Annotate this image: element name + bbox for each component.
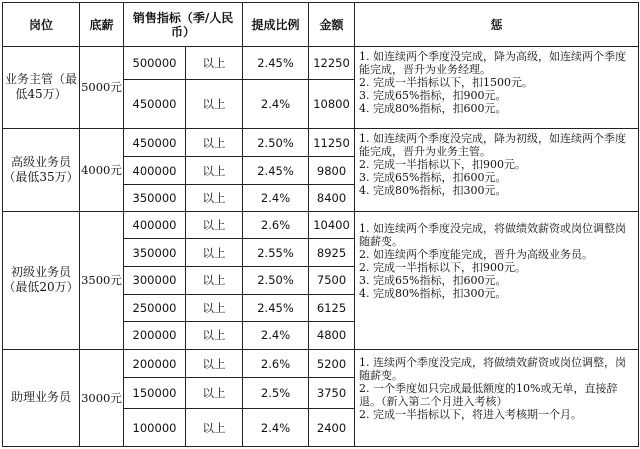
target-cell: 100000	[124, 409, 186, 447]
rule-line: 2. 完成一半指标以下，扣900元。	[359, 260, 527, 274]
header-target: 销售指标（季/人民币）	[124, 3, 243, 47]
rate-cell: 2.45%	[243, 47, 309, 80]
rules-cell	[355, 47, 639, 129]
rule-line: 3. 完成65%指标，扣600元。	[359, 170, 507, 184]
rule-line: 1. 如连续两个季度没完成，将做绩效薪资或岗位调整岗随薪变。	[359, 221, 627, 248]
header-row	[3, 3, 639, 47]
rate-cell: 2.55%	[243, 239, 309, 267]
unit-cell: 以上	[186, 157, 243, 185]
role-cell: 初级业务员（最低20万）	[3, 211, 80, 349]
role-cell: 业务主管（最低45万）	[3, 47, 80, 129]
header-base: 底薪	[80, 3, 124, 47]
amount-cell: 10400	[309, 211, 355, 239]
target-cell: 250000	[124, 294, 186, 322]
rule-line: 3. 完成65%指标，扣600元。	[359, 273, 507, 287]
commission-table	[2, 2, 639, 447]
target-cell: 350000	[124, 185, 186, 212]
rate-cell: 2.6%	[243, 211, 309, 239]
target-cell: 450000	[124, 79, 186, 128]
unit-cell: 以上	[186, 349, 243, 378]
unit-cell: 以上	[186, 128, 243, 157]
rules-cell	[355, 211, 639, 349]
rule-line: 4. 完成80%指标，扣600元。	[359, 102, 507, 115]
target-cell: 450000	[124, 128, 186, 157]
target-cell: 200000	[124, 322, 186, 350]
rate-cell: 2.6%	[243, 349, 309, 378]
amount-cell: 11250	[309, 128, 355, 157]
amount-cell: 8925	[309, 239, 355, 267]
amount-cell: 10800	[309, 79, 355, 128]
rule-line: 2. 完成一半指标以下，将进入考核期一个月。	[359, 407, 583, 421]
unit-cell: 以上	[186, 239, 243, 267]
target-cell: 200000	[124, 349, 186, 378]
table-row	[3, 211, 639, 239]
target-cell: 400000	[124, 211, 186, 239]
target-cell: 500000	[124, 47, 186, 80]
rule-line: 4. 完成80%指标，扣300元。	[359, 183, 507, 197]
rule-line: 2. 完成一半指标以下，扣1500元。	[359, 76, 534, 89]
unit-cell: 以上	[186, 266, 243, 294]
rule-line: 1. 如连续两个季度没完成，降为初级，如连续两个季度能完成，晋升为业务主管。	[359, 131, 627, 158]
amount-cell: 3750	[309, 378, 355, 409]
base-salary-cell: 3000元	[80, 349, 124, 446]
unit-cell: 以上	[186, 409, 243, 447]
rate-cell: 2.5%	[243, 378, 309, 409]
unit-cell: 以上	[186, 47, 243, 80]
rule-line: 2. 如连续两个季度能完成，晋升为高级业务员。	[359, 247, 594, 261]
target-cell: 350000	[124, 239, 186, 267]
role-cell: 高级业务员（最低35万）	[3, 128, 80, 211]
table-row	[3, 128, 639, 157]
header-role: 岗位	[3, 3, 80, 47]
rate-cell: 2.45%	[243, 294, 309, 322]
rules-cell	[355, 128, 639, 211]
rule-line: 1. 如连续两个季度没完成，降为高级，如连续两个季度能完成，晋升为业务经理。	[359, 50, 627, 76]
target-cell: 400000	[124, 157, 186, 185]
amount-cell: 2400	[309, 409, 355, 447]
rate-cell: 2.4%	[243, 322, 309, 350]
rule-line: 4. 完成80%指标，扣300元。	[359, 286, 507, 300]
rule-line: 3. 完成65%指标，扣900元。	[359, 89, 507, 102]
table-row	[3, 47, 639, 80]
unit-cell: 以上	[186, 294, 243, 322]
target-cell: 150000	[124, 378, 186, 409]
table-row	[3, 349, 639, 378]
rate-cell: 2.4%	[243, 409, 309, 447]
unit-cell: 以上	[186, 211, 243, 239]
amount-cell: 12250	[309, 47, 355, 80]
rate-cell: 2.50%	[243, 128, 309, 157]
amount-cell: 5200	[309, 349, 355, 378]
unit-cell: 以上	[186, 378, 243, 409]
base-salary-cell: 5000元	[80, 47, 124, 129]
rules-cell	[355, 349, 639, 446]
unit-cell: 以上	[186, 185, 243, 212]
amount-cell: 8400	[309, 185, 355, 212]
role-cell: 助理业务员	[3, 349, 80, 446]
base-salary-cell: 3500元	[80, 211, 124, 349]
amount-cell: 6125	[309, 294, 355, 322]
base-salary-cell: 4000元	[80, 128, 124, 211]
amount-cell: 7500	[309, 266, 355, 294]
header-rate: 提成比例	[243, 3, 309, 47]
amount-cell: 4800	[309, 322, 355, 350]
rule-line: 2. 一个季度如只完成最低额度的10%或无单，直接辞退。（新入第二个月进入考核）	[359, 381, 618, 408]
rule-line: 1. 连续两个季度没完成，将做绩效薪资或岗位调整，岗随薪变。	[359, 355, 627, 382]
header-rules: 惩	[355, 3, 639, 47]
rate-cell: 2.4%	[243, 185, 309, 212]
unit-cell: 以上	[186, 322, 243, 350]
rate-cell: 2.45%	[243, 157, 309, 185]
amount-cell: 9800	[309, 157, 355, 185]
header-amount: 金额	[309, 3, 355, 47]
rate-cell: 2.4%	[243, 79, 309, 128]
rate-cell: 2.50%	[243, 266, 309, 294]
unit-cell: 以上	[186, 79, 243, 128]
target-cell: 300000	[124, 266, 186, 294]
rule-line: 2. 完成一半指标以下，扣900元。	[359, 157, 527, 171]
